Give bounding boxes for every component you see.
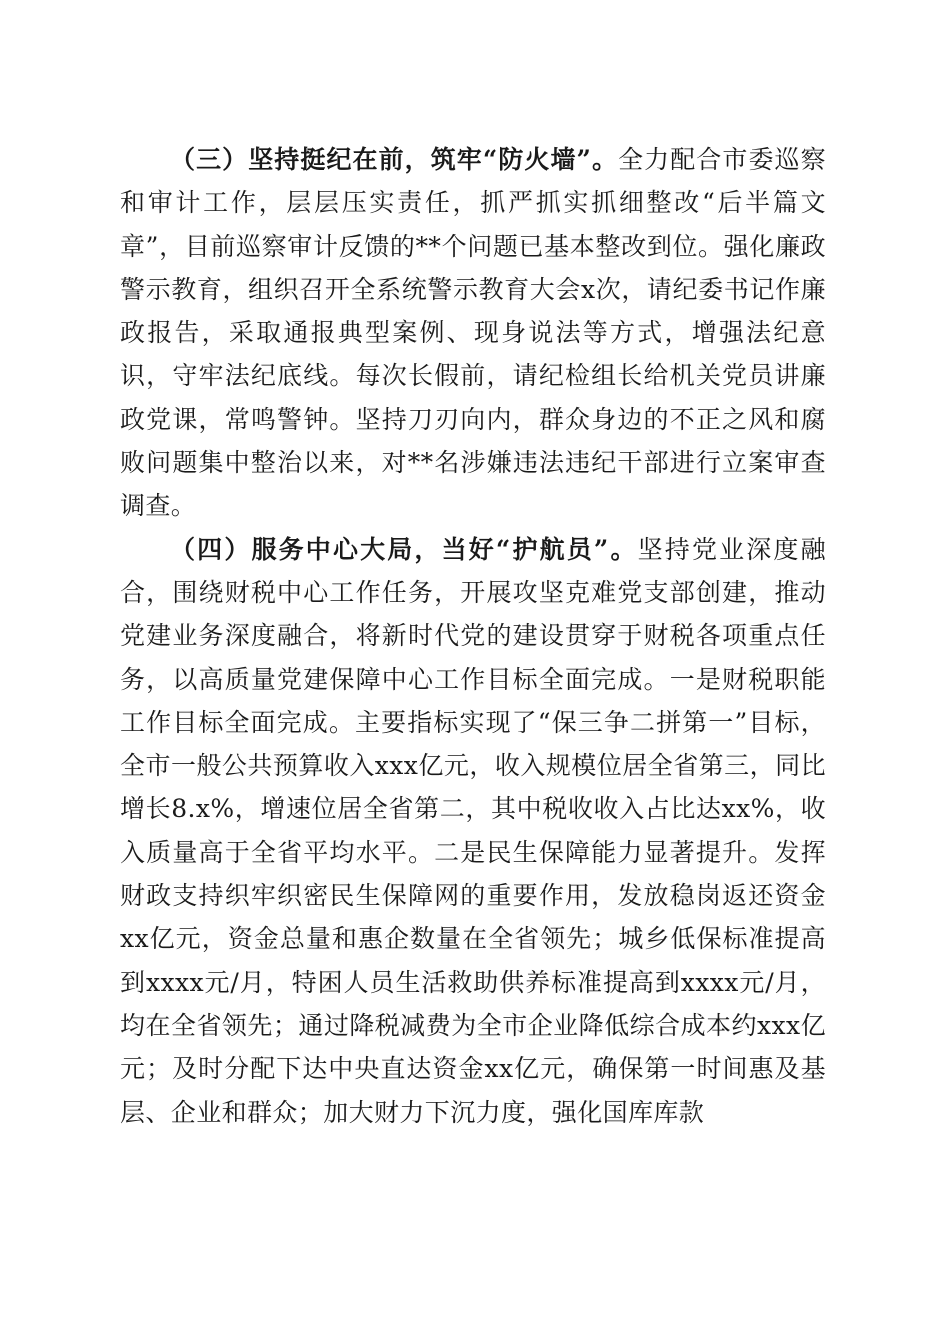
paragraph-service xyxy=(120,528,826,1134)
paragraph-heading: （四）服务中心大局，当好“护航员”。 xyxy=(170,534,638,564)
paragraph-heading: （三）坚持挺纪在前，筑牢“防火墙”。 xyxy=(170,145,619,174)
paragraph-discipline xyxy=(120,138,826,528)
document-body xyxy=(120,138,826,1134)
paragraph-text: 坚持党业深度融合，围绕财税中心工作任务，开展攻坚克难党支部创建，推动党建业务深度融合，将新时代党的建设贯穿于财税各项重点任务，以高质量党建保障中心工作目标全面完成。一是财税职能工作目标全面完成。主要指标实现了“保三争二拼第一”目标，全市一般公共预算收入xxx亿元，收入规模位居全省第三，同比增长8.x%，增速位居全省第二，其中税收收入占比达xx%，收入质量高于全省平均水平。二是民生保障能力显著提升。发挥财政支持织牢织密民生保障网的重要作用，发放稳岗返还资金xx亿元，资金总量和惠企数量在全省领先；城乡低保标准提高到xxxx元/月，特困人员生活救助供养标准提高到xxxx元/月，均在全省领先；通过降税减费为全市企业降低综合成本约xxx亿元；及时分配下达中央直达资金xx亿元，确保第一时间惠及基层、企业和群众；加大财力下沉力度，强化国库库款 xyxy=(120,534,826,1127)
paragraph-text: 全力配合市委巡察和审计工作，层层压实责任，抓严抓实抓细整改“后半篇文章”，目前巡察审计反馈的**个问题已基本整改到位。强化廉政警示教育，组织召开全系统警示教育大会x次，请纪委书记作廉政报告，采取通报典型案例、现身说法等方式，增强法纪意识，守牢法纪底线。每次长假前，请纪检组长给机关党员讲廉政党课，常鸣警钟。坚持刀刃向内，群众身边的不正之风和腐败问题集中整治以来，对**名涉嫌违法违纪干部进行立案审查调查。 xyxy=(120,145,826,521)
